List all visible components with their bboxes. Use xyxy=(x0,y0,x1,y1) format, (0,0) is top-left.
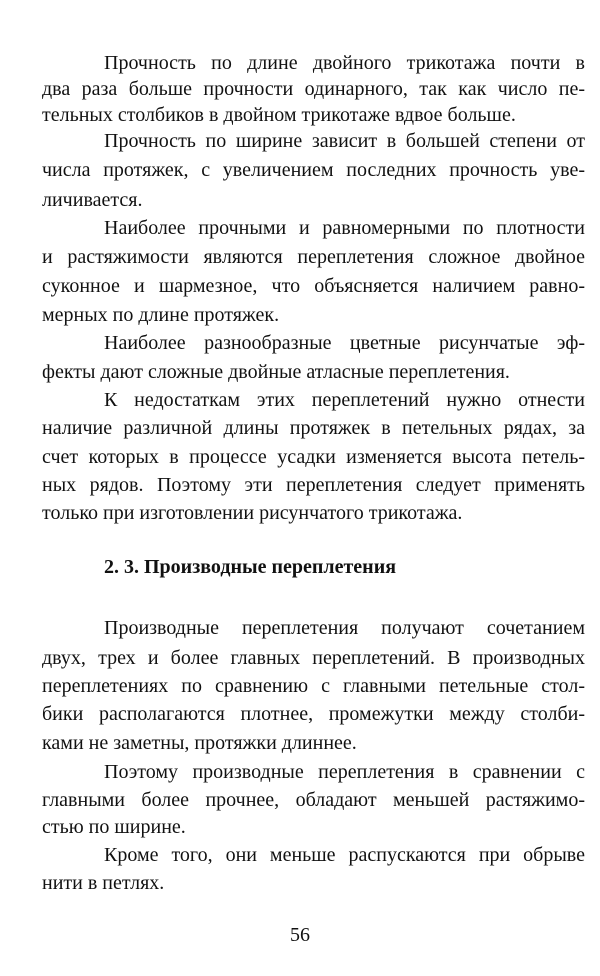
text-line: бики располагаются плотнее, промежутки между столби- xyxy=(42,703,585,725)
text-line: суконное и шармезное, что объясняется наличием равно- xyxy=(42,275,585,297)
text-line: ками не заметны, протяжки длиннее. xyxy=(42,732,357,754)
text-line: Наиболее прочными и равномерными по плотности xyxy=(104,217,585,239)
text-line: Прочность по ширине зависит в большей степени от xyxy=(104,130,585,152)
text-line: счет которых в процессе усадки изменяется высота петель- xyxy=(42,446,585,468)
text-line: Производные переплетения получают сочетанием xyxy=(104,617,585,639)
text-line: главными более прочнее, обладают меньшей растяжимо- xyxy=(42,789,585,811)
text-line: мерных по длине протяжек. xyxy=(42,304,280,326)
text-line: двух, трех и более главных переплетений. В производных xyxy=(42,647,585,669)
page-number: 56 xyxy=(290,924,310,946)
text-line: ных рядов. Поэтому эти переплетения следует применять xyxy=(42,474,585,496)
text-line: Поэтому производные переплетения в сравнении с xyxy=(104,761,585,783)
text-line: и растяжимости являются переплетения сложное двойное xyxy=(42,246,585,268)
text-line: числа протяжек, с увеличением последних прочность уве- xyxy=(42,159,585,181)
text-line: Кроме того, они меньше распускаются при обрыве xyxy=(104,844,585,866)
text-line: стью по ширине. xyxy=(42,816,186,838)
text-line: К недостаткам этих переплетений нужно отнести xyxy=(104,389,585,411)
text-line: тельных столбиков в двойном трикотаже вдвое больше. xyxy=(42,104,516,126)
section-heading: 2. 3. Производные переплетения xyxy=(104,556,397,578)
text-line: переплетениях по сравнению с главными петельные стол- xyxy=(42,675,585,697)
text-line: наличие различной длины протяжек в петельных рядах, за xyxy=(42,417,585,439)
text-line: только при изготовлении рисунчатого трикотажа. xyxy=(42,502,463,524)
text-line: нити в петлях. xyxy=(42,872,165,894)
text-line: два раза больше прочности одинарного, так как число пе- xyxy=(42,78,585,100)
text-line: Прочность по длине двойного трикотажа почти в xyxy=(104,52,585,74)
text-line: личивается. xyxy=(42,189,143,211)
text-line: Наиболее разнообразные цветные рисунчатые эф- xyxy=(104,332,585,354)
text-line: фекты дают сложные двойные атласные переплетения. xyxy=(42,361,510,383)
